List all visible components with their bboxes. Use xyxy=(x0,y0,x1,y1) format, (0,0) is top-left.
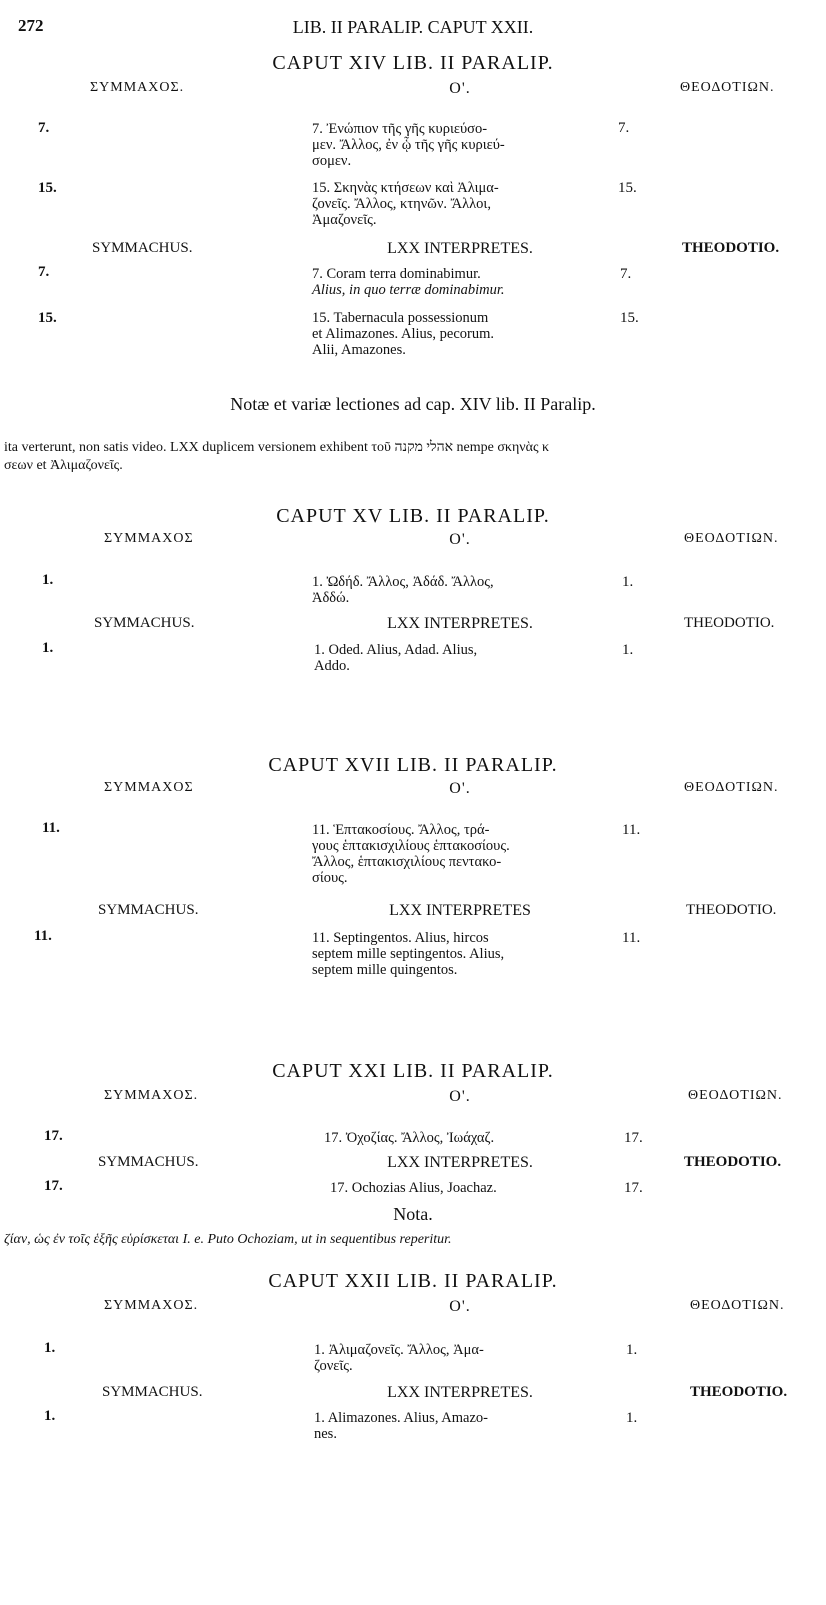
verse-num-sym: 17. xyxy=(44,1128,63,1144)
col-head-symmachus-gr: ΣΥΜΜΑΧΟΣ. xyxy=(90,80,185,95)
col-head-symmachus-lat: SYMMACHUS. xyxy=(94,615,195,631)
section-title-xxi: CAPUT XXI LIB. II PARALIP. xyxy=(272,1060,554,1082)
verse-text-gr: 1. Ὠδήδ. Ἄλλος, Ἀδάδ. Ἄλλος, Ἀδδώ. xyxy=(312,574,494,606)
col-head-theodotio-lat: THEODOTIO. xyxy=(684,1154,782,1170)
verse-num-theo: 1. xyxy=(626,1342,638,1358)
verse-num-sym: 11. xyxy=(34,928,52,944)
col-head-theodotio-lat: THEODOTIO. xyxy=(684,615,775,631)
col-head-theodotio-gr: ΘΕΟΔΟΤΙΩΝ. xyxy=(680,80,775,95)
verse-num-sym: 7. xyxy=(38,264,50,280)
col-head-theodotio-gr: ΘΕΟΔΟΤΙΩΝ. xyxy=(690,1298,785,1313)
col-head-theodotio-gr: ΘΕΟΔΟΤΙΩΝ. xyxy=(684,780,779,795)
verse-text-gr: 17. Ὀχοζίας. Ἄλλος, Ἰωάχαζ. xyxy=(324,1130,495,1146)
verse-text-lat: 1. Oded. Alius, Adad. Alius, Addo. xyxy=(314,642,478,674)
note-text: ita verterunt, non satis video. LXX duplicem versionem exhibent τοῦ אהלי מקנה nempe σκηνὰς κ xyxy=(4,440,550,455)
col-head-theodotio-gr: ΘΕΟΔΟΤΙΩΝ. xyxy=(688,1088,783,1103)
col-head-theodotio-lat: THEODOTIO. xyxy=(690,1384,788,1400)
verse-num-theo: 1. xyxy=(622,574,634,590)
page-number: 272 xyxy=(18,16,44,35)
col-head-symmachus-gr: ΣΥΜΜΑΧΟΣ xyxy=(104,780,194,795)
verse-num-sym: 15. xyxy=(38,180,57,196)
col-head-lxx-gr: Ο'. xyxy=(449,1298,471,1315)
notes-heading: Nota. xyxy=(393,1204,433,1224)
col-head-lxx-lat: LXX INTERPRETES. xyxy=(387,615,533,632)
col-head-theodotio-gr: ΘΕΟΔΟΤΙΩΝ. xyxy=(684,531,779,546)
verse-num-sym: 15. xyxy=(38,310,57,326)
section-title-xxii: CAPUT XXII LIB. II PARALIP. xyxy=(268,1270,558,1292)
verse-num-theo: 1. xyxy=(622,642,634,658)
col-head-lxx-lat: LXX INTERPRETES. xyxy=(387,1384,533,1401)
verse-num-sym: 17. xyxy=(44,1178,63,1194)
col-head-theodotio-lat: THEODOTIO. xyxy=(682,240,780,256)
col-head-lxx-lat: LXX INTERPRETES. xyxy=(387,240,533,257)
verse-num-theo: 7. xyxy=(620,266,632,282)
verse-text-gr: 11. Ἑπτακοσίους. Ἄλλος, τρά- γους ἑπτακισχιλίους ἑπτακοσίους. Ἄλλος, ἑπτακισχιλίους πεντακο- σίους. xyxy=(312,822,510,886)
verse-text-lat: 15. Tabernacula possessionum et Alimazones. Alius, pecorum. Alii, Amazones. xyxy=(312,310,495,358)
col-head-symmachus-gr: ΣΥΜΜΑΧΟΣ. xyxy=(104,1088,199,1103)
verse-text-lat: 7. Coram terra dominabimur. Alius, in quo terræ dominabimur. xyxy=(312,266,505,298)
verse-text-lat: 11. Septingentos. Alius, hircos septem mille septingentos. Alius, septem mille quingentos. xyxy=(312,930,505,978)
col-head-symmachus-lat: SYMMACHUS. xyxy=(98,1154,199,1170)
note-text: ζίαν, ὡς ἐν τοῖς ἑξῆς εὑρίσκεται I. e. Puto Ochoziam, ut in sequentibus reperitur. xyxy=(4,1232,452,1247)
col-head-symmachus-lat: SYMMACHUS. xyxy=(102,1384,203,1400)
col-head-lxx-lat: LXX INTERPRETES. xyxy=(387,1154,533,1171)
verse-num-sym: 1. xyxy=(42,572,54,588)
verse-num-theo: 17. xyxy=(624,1130,643,1146)
col-head-lxx-lat: LXX INTERPRETES xyxy=(389,902,531,919)
col-head-lxx-gr: Ο'. xyxy=(449,780,471,797)
section-title-xvii: CAPUT XVII LIB. II PARALIP. xyxy=(268,754,558,776)
verse-num-theo: 15. xyxy=(620,310,639,326)
col-head-lxx-gr: Ο'. xyxy=(449,531,471,548)
verse-num-sym: 1. xyxy=(44,1340,56,1356)
verse-num-sym: 7. xyxy=(38,120,50,136)
verse-num-sym: 1. xyxy=(44,1408,56,1424)
col-head-lxx-gr: Ο'. xyxy=(449,1088,471,1105)
col-head-symmachus-gr: ΣΥΜΜΑΧΟΣ. xyxy=(104,1298,199,1313)
notes-heading: Notæ et variæ lectiones ad cap. XIV lib. II Paralip. xyxy=(230,394,596,414)
col-head-symmachus-gr: ΣΥΜΜΑΧΟΣ xyxy=(104,531,194,546)
col-head-symmachus-lat: SYMMACHUS. xyxy=(98,902,199,918)
col-head-theodotio-lat: THEODOTIO. xyxy=(686,902,777,918)
verse-num-theo: 15. xyxy=(618,180,637,196)
verse-num-theo: 11. xyxy=(622,822,641,838)
verse-text-lat: 1. Alimazones. Alius, Amazo- nes. xyxy=(314,1410,488,1442)
verse-num-theo: 11. xyxy=(622,930,641,946)
verse-num-theo: 1. xyxy=(626,1410,638,1426)
verse-num-theo: 7. xyxy=(618,120,630,136)
verse-text-gr: 7. Ἐνώπιον τῆς γῆς κυριεύσο- μεν. Ἄλλος, ἐν ᾧ τῆς γῆς κυριεύ- σομεν. xyxy=(312,121,505,169)
verse-text-gr: 15. Σκηνὰς κτήσεων καὶ Ἀλιμα- ζονεῖς. Ἄλλος, κτηνῶν. Ἄλλοι, Ἀμαζονεῖς. xyxy=(312,180,499,228)
section-title-xiv: CAPUT XIV LIB. II PARALIP. xyxy=(272,52,554,74)
note-text: σεων et Ἀλιμαζονεῖς. xyxy=(4,458,123,473)
running-head: LIB. II PARALIP. CAPUT XXII. xyxy=(292,17,534,37)
col-head-symmachus-lat: SYMMACHUS. xyxy=(92,240,193,256)
verse-num-sym: 11. xyxy=(42,820,60,836)
verse-text-gr: 1. Ἀλιμαζονεῖς. Ἄλλος, Ἀμα- ζονεῖς. xyxy=(314,1342,484,1374)
section-title-xv: CAPUT XV LIB. II PARALIP. xyxy=(276,505,550,527)
verse-num-theo: 17. xyxy=(624,1180,643,1196)
verse-num-sym: 1. xyxy=(42,640,54,656)
verse-text-lat: 17. Ochozias Alius, Joachaz. xyxy=(330,1180,497,1196)
col-head-lxx-gr: Ο'. xyxy=(449,80,471,97)
